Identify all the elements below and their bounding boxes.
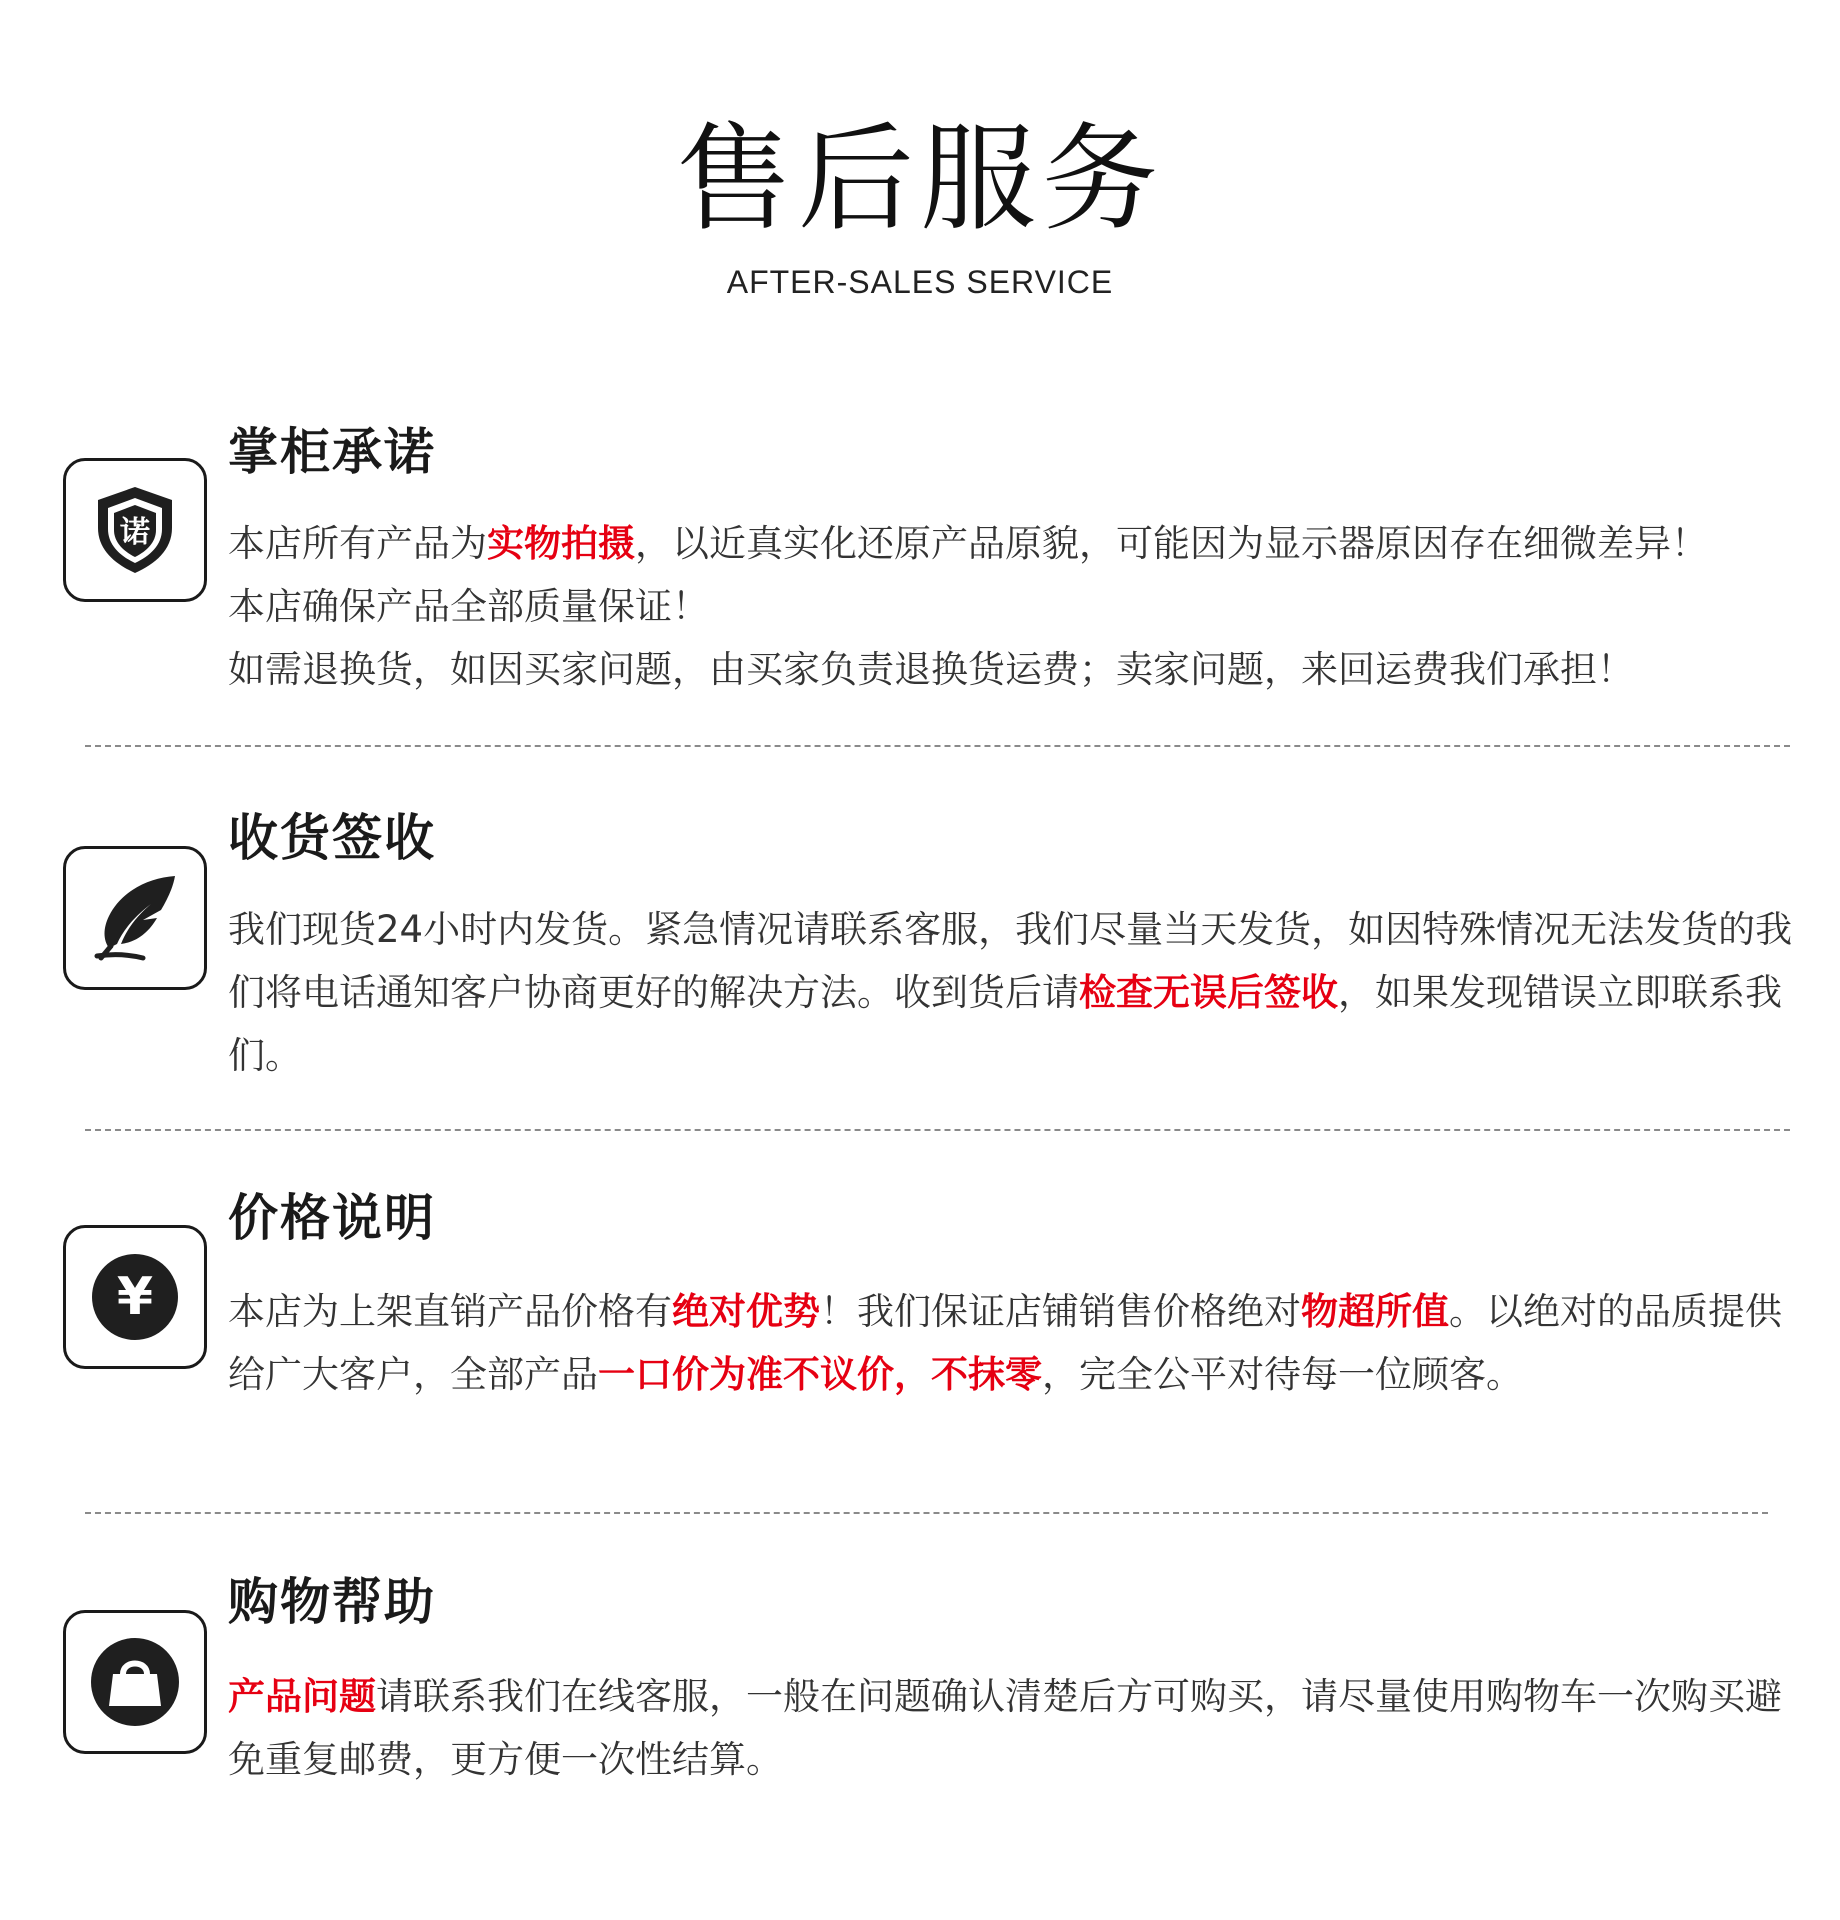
shield-promise-text: 诺 [120,515,150,550]
body-line: 本店确保产品全部质量保证！ [228,585,709,628]
highlight-text: 检查无误后签收 [1079,971,1338,1014]
highlight-text: 产品问题 [228,1675,376,1718]
section-divider [85,745,1790,747]
section-title: 价格说明 [228,1189,436,1247]
shopping-bag-icon [89,1636,181,1728]
page-subtitle: AFTER-SALES SERVICE [726,264,1114,300]
icon-frame [63,1610,207,1754]
highlight-text: 一口价为准不议价，不抹零 [598,1353,1042,1396]
section-divider [85,1512,1768,1514]
section-body: 本店为上架直销产品价格有绝对优势！我们保证店铺销售价格绝对物超所值。以绝对的品质提供给广大客户，全部产品一口价为准不议价，不抹零，完全公平对待每一位顾客。 [228,1290,1782,1396]
yen-coin-icon [90,1252,180,1342]
body-line: 本店所有产品为实物拍摄，以近真实化还原产品原貌，可能因为显示器原因存在细微差异！ [228,522,1708,565]
highlight-text: 绝对优势 [672,1290,820,1333]
page-header [0,110,1840,302]
section-title: 收货签收 [228,809,436,867]
section-divider [85,1129,1790,1131]
section-body: 产品问题请联系我们在线客服，一般在问题确认清楚后方可购买，请尽量使用购物车一次购买避免重复邮费，更方便一次性结算。 [228,1675,1782,1781]
highlight-text: 物超所值 [1301,1290,1449,1333]
section-body: 我们现货24小时内发货。紧急情况请联系客服，我们尽量当天发货，如因特殊情况无法发货的我们将电话通知客户协商更好的解决方法。收到货后请检查无误后签收，如果发现错误立即联系我们。 [228,908,1793,1077]
highlight-text: 实物拍摄 [487,522,635,565]
icon-frame [63,846,207,990]
section-body [228,512,1808,701]
yen-coin-symbol: ¥ [116,1267,154,1327]
shield-promise-icon [93,484,177,576]
icon-frame [63,458,207,602]
page-title: 售后服务 [676,112,1164,247]
body-line: 如需退换货，如因买家问题，由买家负责退换货运费；卖家问题，来回运费我们承担！ [228,648,1634,691]
section-title: 购物帮助 [228,1573,436,1631]
section-title: 掌柜承诺 [228,423,436,481]
icon-frame [63,1225,207,1369]
feather-pen-icon [87,870,183,966]
